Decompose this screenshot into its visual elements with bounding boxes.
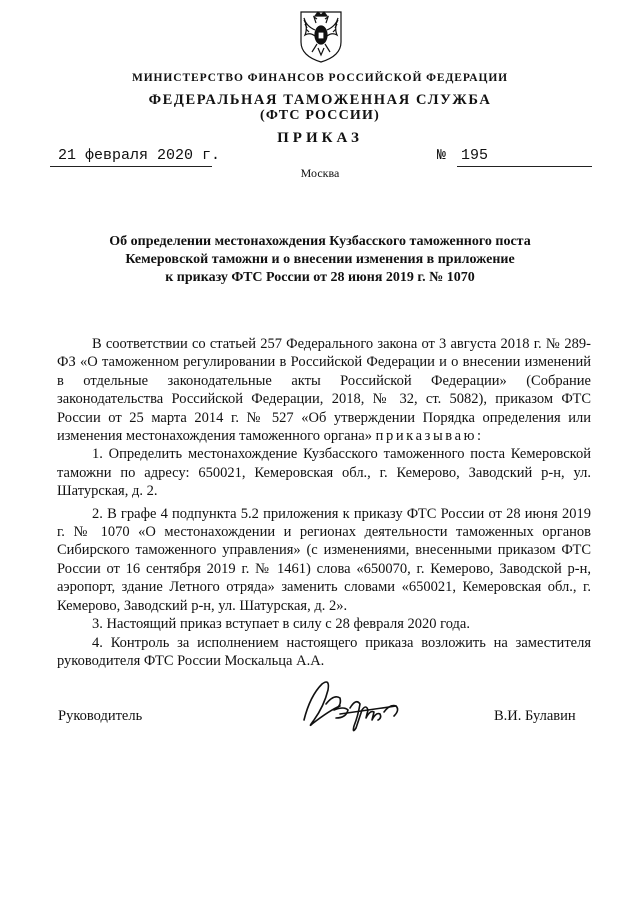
- preamble-text: В соответствии со статьей 257 Федерального закона от 3 августа 2018 г. № 289-ФЗ «О таможенном регулировании в Российской Федерации и о внесении изменений в отдельные законодательные акты Российской Федерации» (Собрание законодательства Российской Федерации, 2018, № 32, ст. 5082), приказом ФТС России от 25 марта 2014 г. № 527 «Об утверждении Порядка определения или изменения местонахождения таможенного органа»: [57, 336, 591, 445]
- coat-of-arms-emblem: [298, 8, 344, 64]
- document-type: ПРИКАЗ: [277, 130, 363, 146]
- service-name: ФЕДЕРАЛЬНАЯ ТАМОЖЕННАЯ СЛУЖБА: [148, 92, 492, 108]
- signatory-name: В.И. Булавин: [494, 708, 576, 724]
- ministry-name: МИНИСТЕРСТВО ФИНАНСОВ РОССИЙСКОЙ ФЕДЕРАЦИИ: [131, 72, 509, 84]
- issue-city: Москва: [300, 166, 340, 180]
- title-line: Кемеровской таможни и о внесении изменения в приложение: [125, 252, 515, 267]
- signatory-role: Руководитель: [58, 708, 143, 724]
- order-body: [57, 335, 591, 670]
- preamble-paragraph: [57, 335, 591, 445]
- service-abbreviation: (ФТС РОССИИ): [260, 108, 380, 123]
- order-number: 195: [461, 147, 489, 164]
- title-line: Об определении местонахождения Кузбасского таможенного поста: [109, 234, 531, 249]
- order-title: [60, 233, 580, 287]
- title-line: к приказу ФТС России от 28 июня 2019 г. № 1070: [165, 270, 475, 285]
- clause-2: 2. В графе 4 подпункта 5.2 приложения к приказу ФТС России от 28 июня 2019 г. № 1070 «О местонахождении и регионах деятельности таможенных органов Сибирского таможенного управления» (с изменениями, внесенными приказом ФТС России от 16 сентября 2019 г. № 1461) слова «650070, г. Кемерово, Заводской р-н, аэропорт, здание Летного отряда» заменить словами «650021, Кемеровская обл., г. Кемерово, Заводский р-н, ул. Шатурская, д. 2».: [57, 505, 591, 614]
- clause-3: 3. Настоящий приказ вступает в силу с 28 февраля 2020 года.: [92, 616, 470, 633]
- clause-1: 1. Определить местонахождение Кузбасского таможенного поста Кемеровской таможни по адресу: 650021, Кемеровская обл., г. Кемерово, Заводский р-н, ул. Шатурская, д. 2.: [57, 446, 591, 500]
- order-number-sign: №: [437, 147, 447, 164]
- orders-word: приказываю:: [375, 428, 484, 445]
- handwritten-signature: [300, 676, 410, 738]
- order-date: 21 февраля 2020 г.: [58, 147, 221, 164]
- clause-4: 4. Контроль за исполнением настоящего приказа возложить на заместителя руководителя ФТС России Москальца А.А.: [57, 634, 591, 669]
